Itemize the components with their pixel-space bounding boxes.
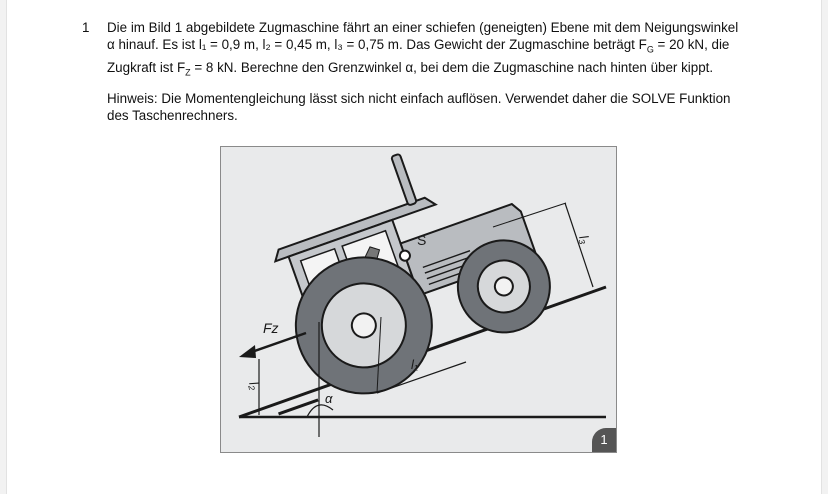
label-fz: Fz bbox=[263, 320, 279, 336]
alpha-arc bbox=[307, 405, 333, 417]
fg-subscript: G bbox=[646, 45, 654, 56]
figure-number-badge: 1 bbox=[592, 428, 616, 452]
task-line-1: Die im Bild 1 abgebildete Zugmaschine fährt an einer schiefen (geneigten) Ebene mit dem Neigungswinkel bbox=[107, 20, 739, 35]
task-line-3: Zugkraft ist F bbox=[107, 60, 186, 76]
task-text bbox=[107, 19, 767, 83]
tractor-figure bbox=[220, 146, 617, 453]
page-edge-left bbox=[0, 0, 7, 494]
fz-arrow-head bbox=[239, 345, 256, 358]
label-l3: l₃ bbox=[576, 233, 593, 246]
hint-line-1: Hinweis: Die Momentengleichung lässt sich nicht einfach auflösen. Verwendet daher die SOLVE Funktion bbox=[107, 90, 731, 106]
label-l1: l₁ bbox=[411, 357, 418, 372]
page-edge-right bbox=[821, 0, 828, 494]
hint-text bbox=[107, 90, 767, 125]
exhaust-pipe bbox=[391, 154, 417, 206]
hint-line-2: des Taschenrechners. bbox=[107, 107, 238, 123]
tractor bbox=[221, 147, 567, 426]
label-alpha: α bbox=[325, 391, 333, 406]
tractor-diagram bbox=[221, 147, 616, 452]
task-number: 1 bbox=[82, 20, 90, 35]
task-line-2: α hinauf. Es ist l₁ = 0,9 m, l₂ = 0,45 m, l₃ = 0,75 m. Das Gewicht der Zugmaschine beträgt F bbox=[107, 37, 647, 53]
fz-subscript: Z bbox=[185, 68, 191, 79]
label-s: S bbox=[417, 232, 427, 248]
task-line-3-end: = 8 kN. Berechne den Grenzwinkel α, bei dem die Zugmaschine nach hinten über kippt. bbox=[190, 60, 714, 76]
task-line-2-end: = 20 kN, die bbox=[653, 37, 730, 53]
task-body bbox=[107, 19, 767, 124]
label-l2: l₂ bbox=[246, 379, 263, 392]
